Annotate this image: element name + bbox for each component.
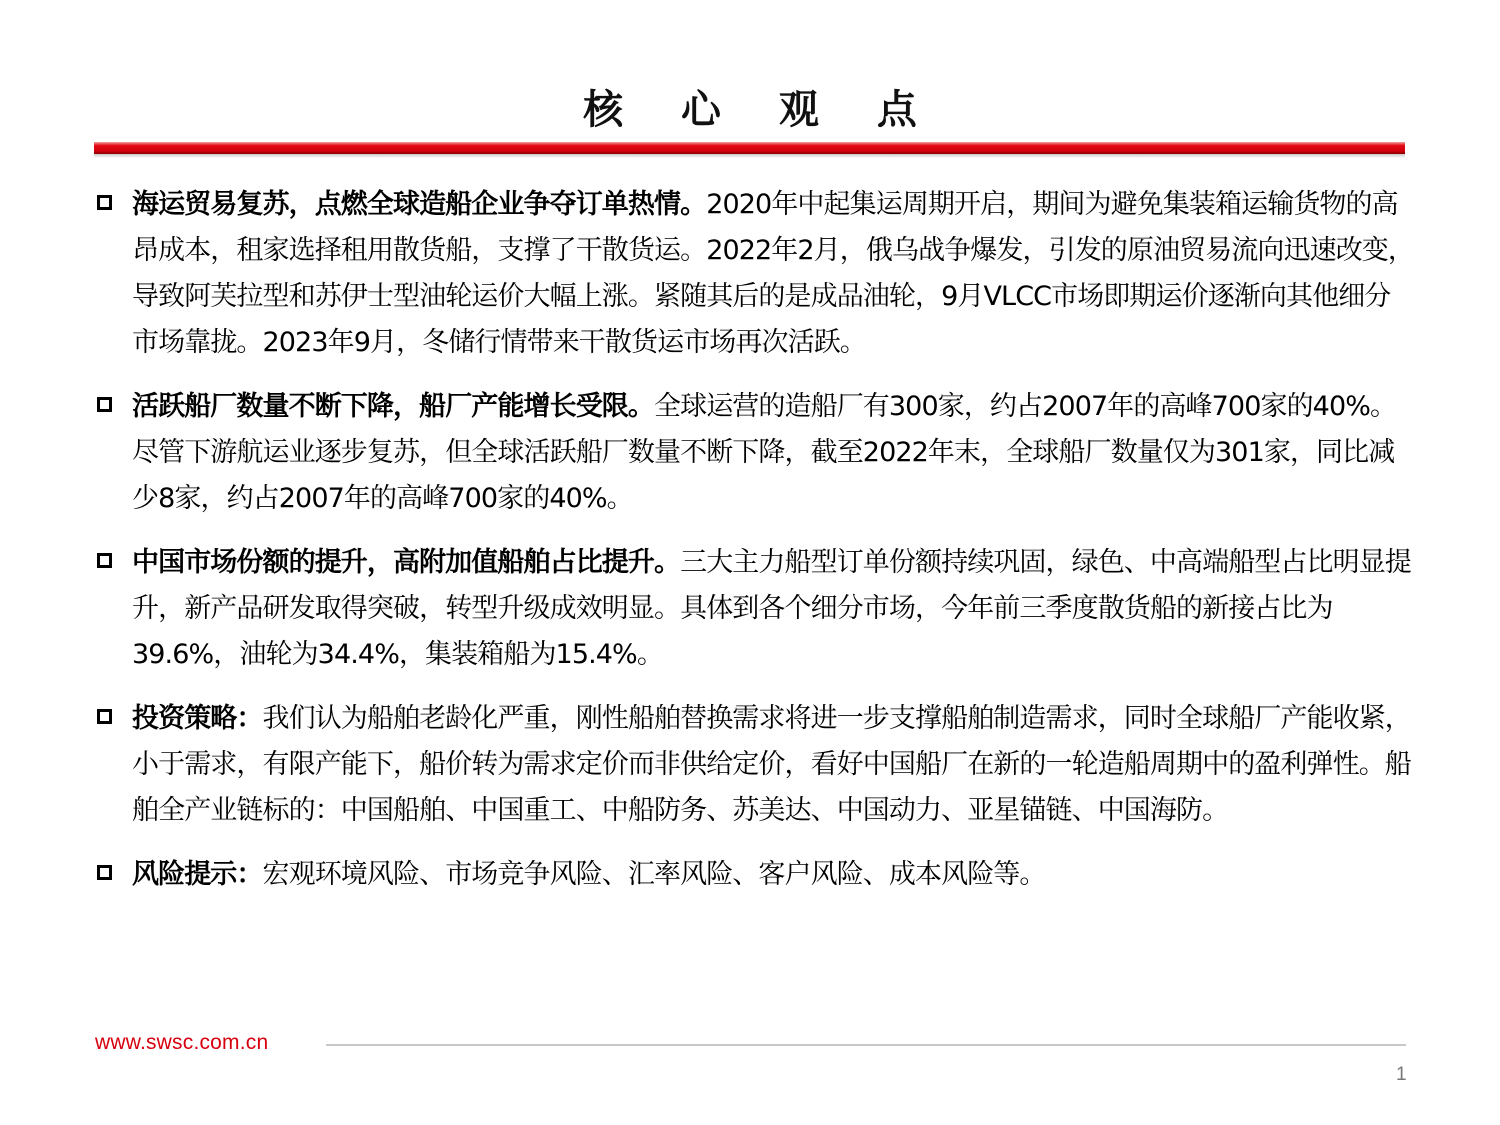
key-point-body: 2020年中起集运周期开启，期间为避免集装箱运输货物的高昂成本，租家选择租用散货船，支撑了干散货运。2022年2月，俄乌战争爆发，引发的原油贸易流向迅速改变，导致阿芙拉型和苏伊士型油轮运价大幅上涨。紧随其后的是成品油轮，9月VLCC市场即期运价逐渐向其他细分市场靠拢。2023年9月，冬储行情带来干散货运市场再次活跃。 [132, 189, 1414, 358]
key-point-china-share [94, 540, 1414, 678]
title-divider-bar [94, 142, 1405, 154]
key-points-list [94, 182, 1414, 916]
key-point-text [132, 384, 1414, 522]
key-point-heading: 投资策略： [132, 703, 263, 734]
square-bullet-icon [97, 397, 112, 412]
key-point-risk-warning [94, 852, 1414, 898]
key-point-heading: 海运贸易复苏，点燃全球造船企业争夺订单热情。 [132, 189, 707, 220]
square-bullet-icon [97, 553, 112, 568]
key-point-body: 三大主力船型订单份额持续巩固，绿色、中高端船型占比明显提升，新产品研发取得突破，转型升级成效明显。具体到各个细分市场，今年前三季度散货船的新接占比为39.6%，油轮为34.4%，集装箱船为15.4%。 [132, 547, 1411, 670]
page-number: 1 [1396, 1064, 1407, 1085]
key-point-text [132, 182, 1414, 366]
key-point-body: 我们认为船舶老龄化严重，刚性船舶替换需求将进一步支撑船舶制造需求，同时全球船厂产能收紧，小于需求，有限产能下，船价转为需求定价而非供给定价，看好中国船厂在新的一轮造船周期中的盈利弹性。船舶全产业链标的：中国船舶、中国重工、中船防务、苏美达、中国动力、亚星锚链、中国海防。 [132, 703, 1411, 826]
key-point-heading: 中国市场份额的提升，高附加值船舶占比提升。 [132, 547, 681, 578]
square-bullet-icon [97, 709, 112, 724]
key-point-body: 全球运营的造船厂有300家，约占2007年的高峰700家的40%。尽管下游航运业逐步复苏，但全球活跃船厂数量不断下降，截至2022年末，全球船厂数量仅为301家，同比减少8家，约占2007年的高峰700家的40%。 [132, 391, 1397, 514]
key-point-investment-strategy [94, 696, 1414, 834]
key-point-market-recovery [94, 182, 1414, 366]
footer-website-url: www.swsc.com.cn [95, 1031, 269, 1054]
key-point-text [132, 696, 1414, 834]
key-point-shipyard-capacity [94, 384, 1414, 522]
key-point-heading: 风险提示： [132, 859, 263, 890]
footer-divider [326, 1044, 1406, 1046]
square-bullet-icon [97, 865, 112, 880]
key-point-text [132, 540, 1414, 678]
page-title: 核 心 观 点 [583, 87, 939, 133]
key-point-text [132, 852, 1414, 898]
key-point-body: 宏观环境风险、市场竞争风险、汇率风险、客户风险、成本风险等。 [262, 859, 1046, 890]
square-bullet-icon [97, 195, 112, 210]
key-point-heading: 活跃船厂数量不断下降，船厂产能增长受限。 [132, 391, 654, 422]
title-divider-shadow [94, 154, 1405, 158]
